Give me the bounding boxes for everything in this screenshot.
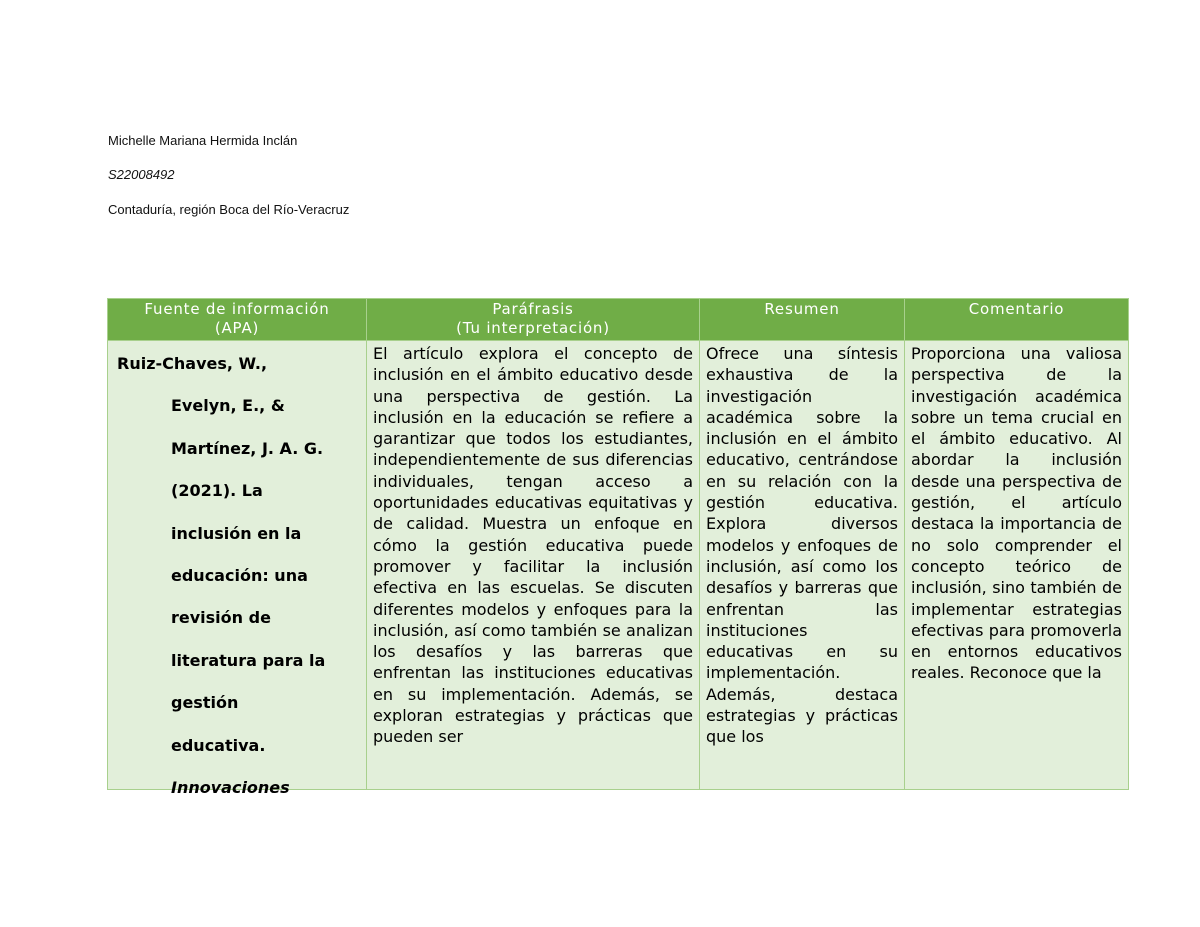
reference-line: gestión (171, 693, 239, 713)
header-paraphrase-line2: (Tu interpretación) (456, 319, 610, 337)
header-paraphrase (367, 299, 700, 341)
reference-line: inclusión en la (171, 523, 302, 543)
header-summary (700, 299, 905, 341)
student-id: S22008492 (108, 167, 175, 182)
apa-reference (114, 343, 360, 798)
table-header-row (108, 299, 1129, 341)
summary-text: Ofrece una síntesis exhaustiva de la investigación académica sobre la inclusión en el ámbito educativo, centrándose en su relación con la gestión educativa. Explora diversos modelos y enfoques de inclusión, así como los desafíos y barreras que enfrentan las instituciones educativas en su implementación. Además, destaca estrategias y prácticas que los (706, 344, 898, 747)
header-paraphrase-line1: Paráfrasis (492, 300, 574, 318)
reference-line: educativa. (171, 735, 266, 755)
header-comment-label: Comentario (968, 300, 1065, 318)
reference-table (107, 298, 1129, 798)
reference-line: revisión de (171, 608, 271, 628)
career-region: Contaduría, región Boca del Río-Veracruz (108, 202, 350, 217)
comment-cell (905, 341, 1129, 790)
reference-line: Innovaciones (171, 778, 290, 798)
reference-line: Martínez, J. A. G. (171, 438, 324, 458)
header-comment (905, 299, 1129, 341)
paraphrase-text: El artículo explora el concepto de inclusión en el ámbito educativo desde una perspectiva de gestión. La inclusión en la educación se refiere a garantizar que todos los estudiantes, independientemente de sus diferencias individuales, tengan acceso a oportunidades educativas equitativas y de calidad. Muestra un enfoque en cómo la gestión educativa puede promover y facilitar la inclusión efectiva en las escuelas. Se discuten diferentes modelos y enfoques para la inclusión, así como también se analizan los desafíos y las barreras que enfrentan las instituciones educativas en su implementación. Además, se exploran estrategias y prácticas que pueden ser (373, 344, 693, 747)
source-cell (108, 341, 367, 798)
reference-line: Ruiz-Chaves, W., (117, 354, 268, 373)
comment-text: Proporciona una valiosa perspectiva de la investigación académica sobre un tema crucial en el ámbito educativo. Al abordar la inclusión desde una perspectiva de gestión, el artículo destaca la importancia de no solo comprender el concepto teórico de inclusión, sino también de implementar estrategias efectivas para promoverla en entornos educativos reales. Reconoce que la (911, 344, 1122, 683)
header-source-line1: Fuente de información (144, 300, 330, 318)
reference-line: Evelyn, E., & (171, 396, 285, 416)
author-name: Michelle Mariana Hermida Inclán (108, 133, 298, 148)
paraphrase-cell (367, 341, 700, 790)
reference-line: literatura para la (171, 650, 326, 670)
reference-line: educación: una (171, 566, 308, 586)
header-source-line2: (APA) (214, 319, 260, 337)
header-summary-label: Resumen (764, 300, 840, 318)
header-source (108, 299, 367, 341)
summary-cell (700, 341, 905, 790)
reference-line: (2021). La (171, 481, 263, 501)
table-row (108, 341, 1129, 790)
